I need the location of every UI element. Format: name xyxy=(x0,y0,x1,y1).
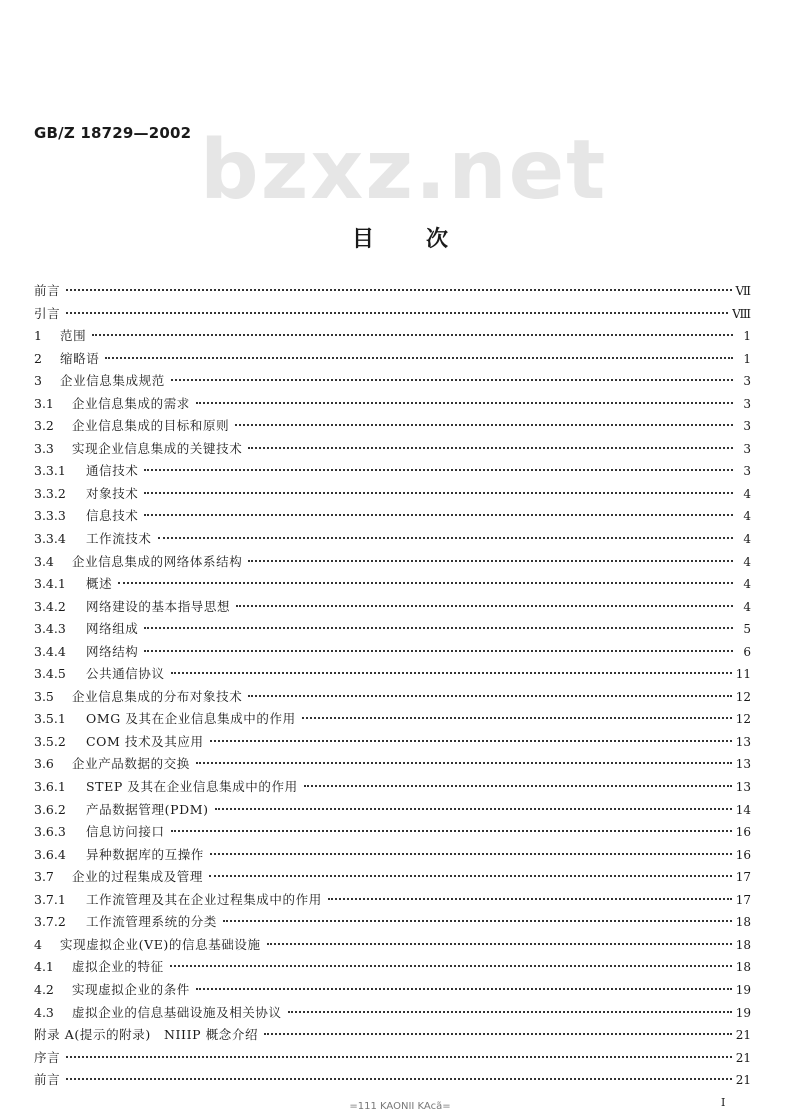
toc-entry-page: 18 xyxy=(735,915,751,930)
toc-entry-page: 17 xyxy=(735,870,751,885)
toc-dot-leader xyxy=(210,740,732,742)
toc-entry[interactable] xyxy=(34,776,751,799)
toc-entry-page: 3 xyxy=(743,374,751,389)
toc-entry[interactable] xyxy=(34,303,751,326)
toc-entry-page: 12 xyxy=(735,712,751,727)
toc-entry[interactable] xyxy=(34,956,751,979)
toc-entry[interactable] xyxy=(34,934,751,957)
toc-entry-label: 网络结构 xyxy=(86,643,139,659)
toc-entry-number: 1 xyxy=(34,328,42,344)
toc-dot-leader xyxy=(235,424,733,426)
toc-entry[interactable] xyxy=(34,686,751,709)
toc-title: 目次 xyxy=(351,226,500,252)
toc-entry-page: 21 xyxy=(735,1073,751,1088)
toc-entry[interactable] xyxy=(34,753,751,776)
toc-entry-number: 3.5.1 xyxy=(34,711,66,727)
toc-entry-label: COM 技术及其应用 xyxy=(86,733,204,749)
toc-entry-number: 3.3.1 xyxy=(34,463,66,479)
toc-entry-number: 3.7 xyxy=(34,869,54,885)
toc-entry-number: 4.2 xyxy=(34,981,54,997)
toc-entry-page: 16 xyxy=(735,825,751,840)
toc-dot-leader xyxy=(170,965,732,967)
toc-entry-label: 虚拟企业的信息基础设施及相关协议 xyxy=(72,1004,282,1020)
toc-dot-leader xyxy=(144,514,733,516)
toc-entry[interactable] xyxy=(34,1024,751,1047)
toc-entry-number: 3.6 xyxy=(34,756,54,772)
toc-entry-label: 网络建设的基本指导思想 xyxy=(86,598,231,614)
toc-entry-page: 13 xyxy=(735,780,751,795)
toc-entry-page: Ⅷ xyxy=(732,306,751,321)
toc-entry-page: 5 xyxy=(743,622,751,637)
toc-entry-label: 工作流技术 xyxy=(86,531,152,547)
toc-dot-leader xyxy=(210,853,732,855)
toc-entry[interactable] xyxy=(34,1069,751,1092)
toc-entry-page: 12 xyxy=(735,689,751,704)
toc-entry[interactable] xyxy=(34,370,751,393)
table-of-contents xyxy=(34,280,751,1092)
footer-mark: =111 KAONII KAcã= xyxy=(349,1101,451,1112)
toc-entry-number: 3.5.2 xyxy=(34,733,66,749)
toc-entry[interactable] xyxy=(34,505,751,528)
toc-entry-page: 4 xyxy=(743,486,751,501)
toc-entry[interactable] xyxy=(34,1047,751,1070)
toc-entry-number: 3.6.3 xyxy=(34,824,66,840)
toc-entry-number: 3.5 xyxy=(34,688,54,704)
toc-entry[interactable] xyxy=(34,618,751,641)
toc-entry-number: 3.4.3 xyxy=(34,621,66,637)
toc-entry[interactable] xyxy=(34,483,751,506)
toc-entry-label: 概述 xyxy=(86,576,113,592)
toc-entry[interactable] xyxy=(34,731,751,754)
toc-entry-label: 引言 xyxy=(34,305,61,321)
toc-dot-leader xyxy=(196,402,733,404)
toc-entry-page: 3 xyxy=(743,396,751,411)
toc-entry-page: 14 xyxy=(735,802,751,817)
toc-entry-label: 前言 xyxy=(34,1072,61,1088)
toc-entry-page: 21 xyxy=(735,1028,751,1043)
toc-entry-label: 实现企业信息集成的关键技术 xyxy=(72,440,243,456)
toc-entry-label: OMG 及其在企业信息集成中的作用 xyxy=(86,711,296,727)
toc-entry-page: Ⅶ xyxy=(735,284,751,298)
toc-entry[interactable] xyxy=(34,979,751,1002)
toc-entry-number: 4.3 xyxy=(34,1004,54,1020)
toc-entry[interactable] xyxy=(34,821,751,844)
toc-entry[interactable] xyxy=(34,799,751,822)
toc-entry-page: 18 xyxy=(735,937,751,952)
toc-entry-number: 3.4.1 xyxy=(34,576,66,592)
toc-entry-page: 1 xyxy=(743,329,751,344)
toc-entry[interactable] xyxy=(34,641,751,664)
toc-entry-label: 序言 xyxy=(34,1049,61,1065)
toc-entry[interactable] xyxy=(34,528,751,551)
toc-entry-number: 3.4.2 xyxy=(34,598,66,614)
toc-entry-page: 16 xyxy=(735,847,751,862)
toc-dot-leader xyxy=(267,943,732,945)
toc-entry-page: 17 xyxy=(735,892,751,907)
toc-entry[interactable] xyxy=(34,573,751,596)
toc-entry-number: 3.3.2 xyxy=(34,485,66,501)
toc-entry-label: 企业信息集成的目标和原则 xyxy=(72,418,230,434)
toc-entry-label: 企业信息集成规范 xyxy=(60,373,165,389)
toc-entry-page: 6 xyxy=(743,644,751,659)
toc-dot-leader xyxy=(171,830,732,832)
page-number: I xyxy=(721,1096,726,1109)
toc-dot-leader xyxy=(223,920,732,922)
toc-entry-page: 4 xyxy=(743,577,751,592)
toc-entry-number: 3.3.4 xyxy=(34,531,66,547)
toc-entry-page: 3 xyxy=(743,419,751,434)
toc-dot-leader xyxy=(328,898,732,900)
toc-dot-leader xyxy=(144,627,733,629)
toc-entry-label: 缩略语 xyxy=(60,350,100,366)
toc-entry[interactable] xyxy=(34,551,751,574)
toc-entry[interactable] xyxy=(34,911,751,934)
toc-entry-page: 21 xyxy=(735,1050,751,1065)
toc-dot-leader xyxy=(248,695,731,697)
toc-entry-page: 19 xyxy=(735,982,751,997)
standard-code: GB/Z 18729—2002 xyxy=(34,124,192,142)
toc-dot-leader xyxy=(144,650,733,652)
toc-dot-leader xyxy=(118,582,733,584)
toc-entry-number: 3.3 xyxy=(34,440,54,456)
toc-entry-number: 3.7.1 xyxy=(34,891,66,907)
toc-dot-leader xyxy=(171,672,732,674)
toc-entry-label: 信息访问接口 xyxy=(86,824,165,840)
toc-entry-number: 3.3.3 xyxy=(34,508,66,524)
toc-entry[interactable] xyxy=(34,460,751,483)
toc-entry-label: 企业信息集成的分布对象技术 xyxy=(72,688,243,704)
toc-dot-leader xyxy=(248,560,733,562)
toc-dot-leader xyxy=(236,605,733,607)
toc-entry-page: 4 xyxy=(743,509,751,524)
toc-entry-label: 公共通信协议 xyxy=(86,666,165,682)
toc-entry-number: 3.6.1 xyxy=(34,779,66,795)
toc-entry-page: 3 xyxy=(743,464,751,479)
toc-entry[interactable] xyxy=(34,415,751,438)
toc-entry[interactable] xyxy=(34,889,751,912)
toc-entry-page: 4 xyxy=(743,532,751,547)
toc-entry-label: STEP 及其在企业信息集成中的作用 xyxy=(86,779,298,795)
toc-entry-label: 企业的过程集成及管理 xyxy=(72,869,204,885)
toc-entry-label: 异种数据库的互操作 xyxy=(86,846,204,862)
toc-entry-number: 3.2 xyxy=(34,418,54,434)
toc-entry-label: 通信技术 xyxy=(86,463,139,479)
toc-dot-leader xyxy=(66,1078,732,1080)
toc-entry[interactable] xyxy=(34,708,751,731)
toc-dot-leader xyxy=(144,469,733,471)
toc-entry[interactable] xyxy=(34,663,751,686)
toc-dot-leader xyxy=(196,762,732,764)
toc-entry-label: 网络组成 xyxy=(86,621,139,637)
toc-entry-label: 企业信息集成的需求 xyxy=(72,395,190,411)
toc-entry-number: 3.7.2 xyxy=(34,914,66,930)
toc-entry-label: 信息技术 xyxy=(86,508,139,524)
toc-dot-leader xyxy=(304,785,732,787)
toc-dot-leader xyxy=(209,875,732,877)
toc-entry-label: 对象技术 xyxy=(86,485,139,501)
toc-dot-leader xyxy=(92,334,733,336)
toc-entry-page: 3 xyxy=(743,441,751,456)
toc-entry-page: 18 xyxy=(735,960,751,975)
toc-entry[interactable] xyxy=(34,844,751,867)
toc-dot-leader xyxy=(302,717,732,719)
watermark: bzxz.net xyxy=(200,123,608,218)
toc-entry-number: 3.6.4 xyxy=(34,846,66,862)
toc-entry-label: 范围 xyxy=(60,328,87,344)
toc-dot-leader xyxy=(66,312,728,314)
toc-entry-number: 3.4.4 xyxy=(34,643,66,659)
toc-entry-number: 3.6.2 xyxy=(34,801,66,817)
toc-entry[interactable] xyxy=(34,596,751,619)
toc-entry[interactable] xyxy=(34,280,751,303)
toc-dot-leader xyxy=(66,289,731,291)
toc-entry-page: 1 xyxy=(743,351,751,366)
toc-entry-number: 4 xyxy=(34,936,42,952)
toc-entry-label: 前言 xyxy=(34,283,61,298)
toc-entry-label: 工作流管理及其在企业过程集成中的作用 xyxy=(86,891,322,907)
toc-entry-label: 企业产品数据的交换 xyxy=(72,756,190,772)
toc-entry-number: 3 xyxy=(34,373,42,389)
toc-entry-number: 2 xyxy=(34,350,42,366)
toc-entry-page: 4 xyxy=(743,554,751,569)
toc-dot-leader xyxy=(215,808,732,810)
toc-dot-leader xyxy=(144,492,733,494)
toc-entry-number: 4.1 xyxy=(34,959,54,975)
toc-entry-page: 13 xyxy=(735,757,751,772)
toc-entry[interactable] xyxy=(34,438,751,461)
toc-entry-page: 4 xyxy=(743,599,751,614)
toc-entry[interactable] xyxy=(34,348,751,371)
toc-dot-leader xyxy=(105,357,733,359)
toc-entry-number: 3.1 xyxy=(34,395,54,411)
toc-entry-page: 19 xyxy=(735,1005,751,1020)
toc-entry-label: 实现虚拟企业(VE)的信息基础设施 xyxy=(60,936,261,952)
toc-entry-label: 虚拟企业的特征 xyxy=(72,959,164,975)
toc-dot-leader xyxy=(196,988,732,990)
toc-dot-leader xyxy=(158,537,733,539)
toc-entry-label: 附录 A(提示的附录) NIIIP 概念介绍 xyxy=(34,1027,259,1043)
toc-entry[interactable] xyxy=(34,1002,751,1025)
toc-entry-label: 工作流管理系统的分类 xyxy=(86,914,218,930)
toc-entry-label: 实现虚拟企业的条件 xyxy=(72,981,190,997)
toc-entry[interactable] xyxy=(34,866,751,889)
toc-dot-leader xyxy=(288,1011,732,1013)
toc-dot-leader xyxy=(248,447,733,449)
toc-entry[interactable] xyxy=(34,393,751,416)
toc-entry[interactable] xyxy=(34,325,751,348)
toc-entry-page: 13 xyxy=(735,734,751,749)
toc-entry-label: 企业信息集成的网络体系结构 xyxy=(72,553,243,569)
toc-dot-leader xyxy=(66,1056,732,1058)
toc-entry-label: 产品数据管理(PDM) xyxy=(86,801,209,817)
toc-dot-leader xyxy=(171,379,733,381)
toc-entry-page: 11 xyxy=(735,667,751,682)
toc-entry-number: 3.4.5 xyxy=(34,666,66,682)
toc-dot-leader xyxy=(264,1033,732,1035)
toc-entry-number: 3.4 xyxy=(34,553,54,569)
